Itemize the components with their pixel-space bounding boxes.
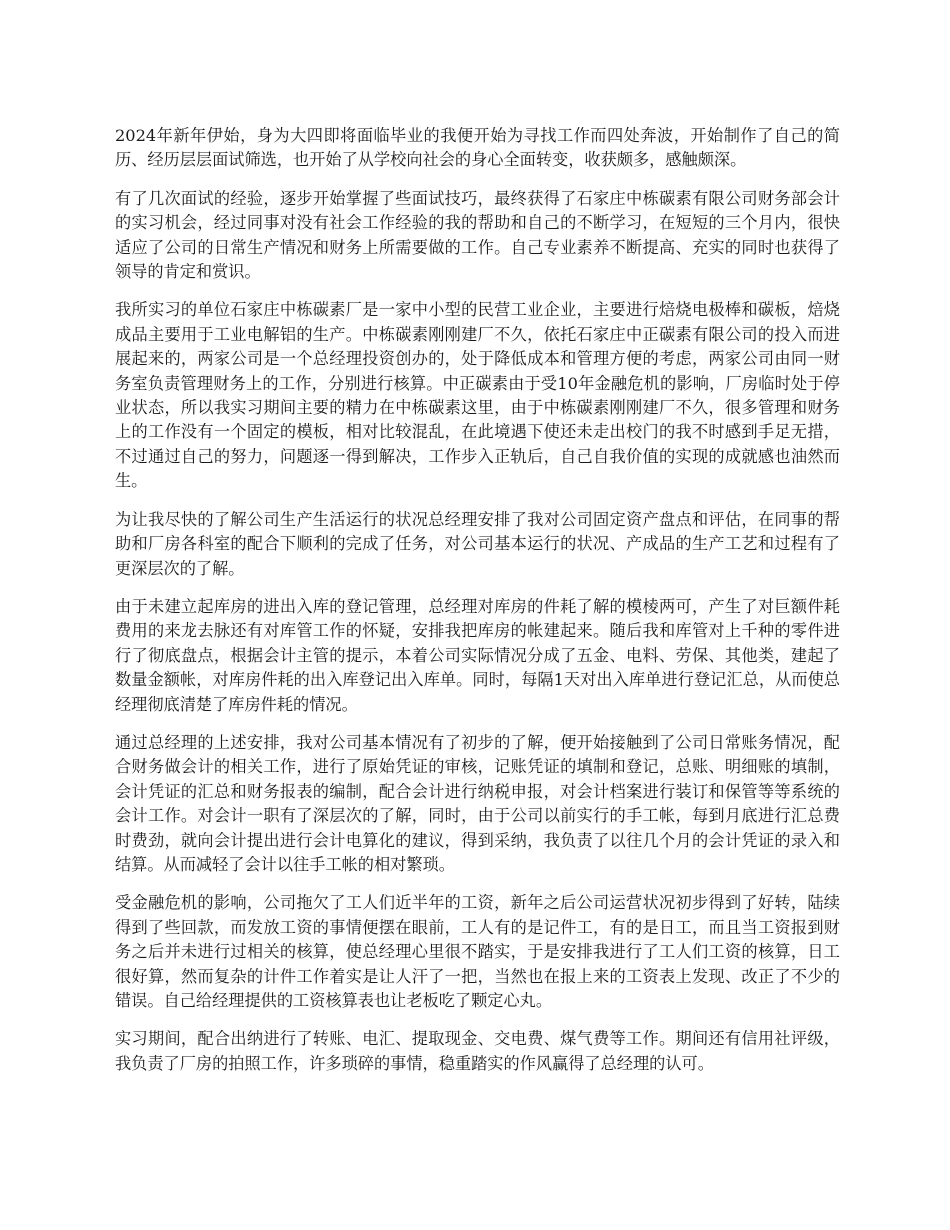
paragraph-7: 受金融危机的影响，公司拖欠了工人们近半年的工资，新年之后公司运营状况初步得到了好转，陆续得到了些回款，而发放工资的事情便摆在眼前，工人有的是记件工，有的是日工，而且当工资报到财务之后并未进行过相关的核算，使总经理心里很不踏实，于是安排我进行了工人们工资的核算，日工很好算，然而复杂的计件工作着实是让人汗了一把，当然也在报上来的工资表上发现、改正了不少的错误。自己给经理提供的工资核算表也让老板吃了颗定心丸。: [115, 893, 840, 1010]
paragraph-1: 2024年新年伊始，身为大四即将面临毕业的我便开始为寻找工作而四处奔波，开始制作了自己的简历、经历层层面试筛选，也开始了从学校向社会的身心全面转变，收获颇多，感触颇深。: [115, 126, 840, 170]
paragraph-6: 通过总经理的上述安排，我对公司基本情况有了初步的了解，便开始接触到了公司日常账务情况，配合财务做会计的相关工作，进行了原始凭证的审核，记账凭证的填制和登记，总账、明细账的填制，会计凭证的汇总和财务报表的编制，配合会计进行纳税申报，对会计档案进行装订和保管等等系统的会计工作。对会计一职有了深层次的了解，同时，由于公司以前实行的手工帐，每到月底进行汇总费时费劲，就向会计提出进行会计电算化的建议，得到采纳，我负责了以往几个月的会计凭证的录入和结算。从而减轻了会计以往手工帐的相对繁琐。: [115, 732, 840, 874]
paragraph-4: 为让我尽快的了解公司生产生活运行的状况总经理安排了我对公司固定资产盘点和评估，在同事的帮助和厂房各科室的配合下顺利的完成了任务，对公司基本运行的状况、产成品的生产工艺和过程有了更深层次的了解。: [115, 509, 840, 578]
document-body: [115, 124, 840, 1090]
paragraph-5: 由于未建立起库房的进出入库的登记管理，总经理对库房的件耗了解的模棱两可，产生了对巨额件耗费用的来龙去脉还有对库管工作的怀疑，安排我把库房的帐建起来。随后我和库管对上千种的零件进行了彻底盘点，根据会计主管的提示，本着公司实际情况分成了五金、电料、劳保、其他类，建起了数量金额帐，对库房件耗的出入库登记出入库单。同时，每隔1天对出入库单进行登记汇总，从而使总经理彻底清楚了库房件耗的情况。: [115, 596, 840, 714]
paragraph-3: 我所实习的单位石家庄中栋碳素厂是一家中小型的民营工业企业，主要进行焙烧电极棒和碳板，焙烧成品主要用于工业电解铝的生产。中栋碳素刚刚建厂不久，依托石家庄中正碳素有限公司的投入而进展起来的，两家公司是一个总经理投资创办的，处于降低成本和管理方便的考虑，两家公司由同一财务室负责管理财务上的工作，分别进行核算。中正碳素由于受10年金融危机的影响，厂房临时处于停业状态，所以我实习期间主要的精力在中栋碳素这里，由于中栋碳素刚刚建厂不久，很多管理和财务上的工作没有一个固定的模板，相对比较混乱，在此境遇下使还未走出校门的我不时感到手足无措，不过通过自己的努力，问题逐一得到解决，工作步入正轨后，自己自我价值的实现的成就感也油然而生。: [115, 300, 840, 491]
paragraph-2: 有了几次面试的经验，逐步开始掌握了些面试技巧，最终获得了石家庄中栋碳素有限公司财务部会计的实习机会，经过同事对没有社会工作经验的我的帮助和自己的不断学习，在短短的三个月内，很快适应了公司的日常生产情况和财务上所需要做的工作。自己专业素养不断提高、充实的同时也获得了领导的肯定和赏识。: [115, 188, 840, 282]
paragraph-8: 实习期间，配合出纳进行了转账、电汇、提取现金、交电费、煤气费等工作。期间还有信用社评级，我负责了厂房的拍照工作，许多琐碎的事情，稳重踏实的作风赢得了总经理的认可。: [115, 1029, 840, 1073]
